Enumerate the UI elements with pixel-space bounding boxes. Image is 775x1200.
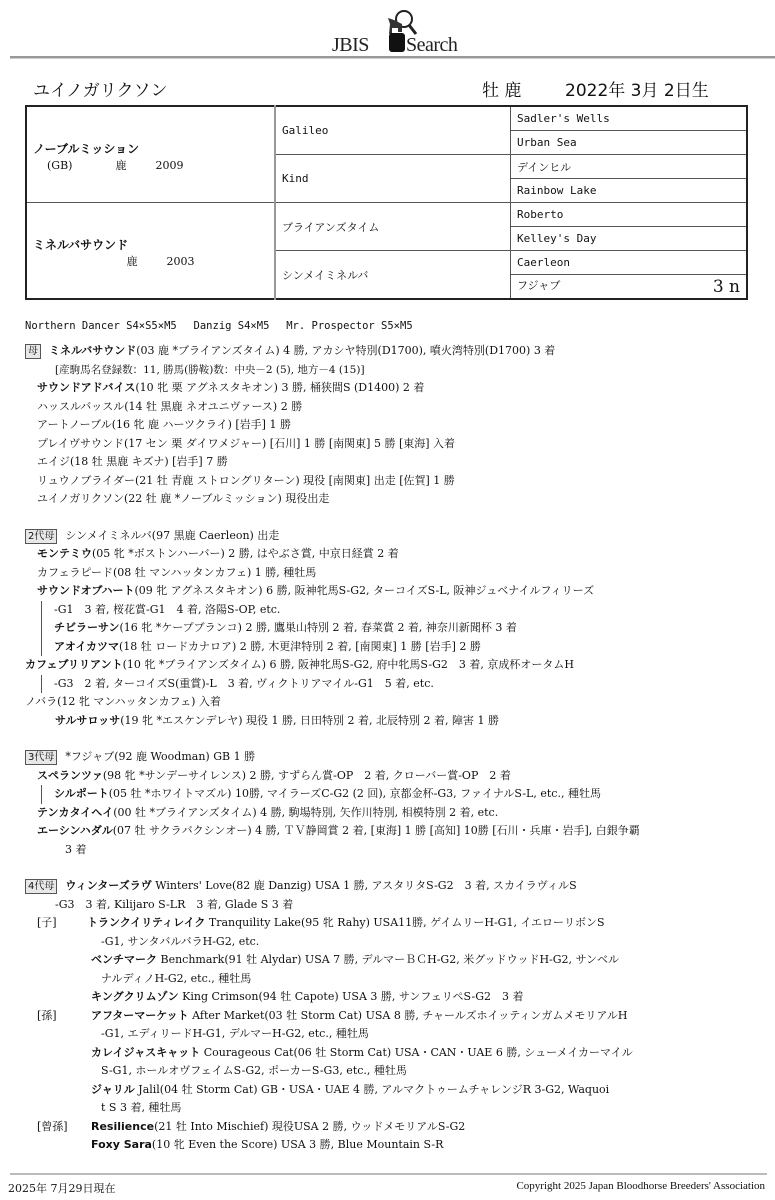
sire-origin: (GB) [47, 159, 73, 172]
dam2-line [25, 527, 770, 546]
horse-name-bold[interactable]: シルポート [54, 787, 109, 800]
record-line: ユイノガリクソン(22 牡 鹿 *ノーブルミッション) 現役出走 [37, 492, 330, 505]
pedigree-sire[interactable] [26, 106, 275, 203]
horse-name-bold[interactable]: カフェブリリアント [25, 658, 123, 671]
horse-name-bold[interactable]: チビラーサン [54, 621, 120, 634]
pedigree-dam[interactable] [26, 203, 275, 300]
record-text: King Crimson(94 牡 Capote) USA 3 勝, サンフェリペS-G2 3 着 [178, 990, 524, 1003]
pedigree-table [25, 105, 748, 300]
logo-text-search: Search [406, 34, 458, 56]
horse-name-bold[interactable]: ベンチマーク [91, 953, 157, 966]
record-text: (21 牡 Into Mischief) 現役USA 2 勝, ウッドメモリアルS-G2 [154, 1119, 466, 1133]
horse-name-bold[interactable]: テンカタイヘイ [37, 805, 114, 819]
record-text: *フジャブ(92 鹿 Woodman) GB 1 勝 [65, 750, 256, 763]
record-line [25, 951, 770, 970]
horse-name-bold[interactable]: ウィンターズラヴ [65, 879, 152, 892]
record-line [25, 822, 770, 841]
footer-divider [10, 1173, 767, 1175]
record-line: ナルディノH-G2, etc., 種牡馬 [101, 971, 252, 985]
pedigree-gen3[interactable]: Caerleon [511, 251, 748, 275]
sire-name: ノーブルミッション [33, 142, 140, 156]
copyright: Copyright 2025 Japan Bloodhorse Breeders' Association [516, 1180, 765, 1192]
record-line: アートノーブル(16 牝 鹿 ハーツクライ) [岩手] 1 勝 [37, 418, 291, 431]
horse-name-bold[interactable]: トランクイリティレイク [87, 916, 206, 929]
horse-name-bold[interactable]: Resilience [91, 1119, 155, 1133]
record-text: Tranquility Lake(95 牝 Rahy) USA11勝, ゲイムリーH-G1, イエローリボンS [205, 916, 605, 929]
record-text: (09 牝 アグネスタキオン) 6 勝, 阪神牝馬S-G2, ターコイズS-L, 阪神ジュベナイルフィリーズ [134, 584, 595, 597]
record-text: Jalil(04 牡 Storm Cat) GB・USA・UAE 4 勝, アルマクトゥームチャレンジR 3-G2, Waquoi [134, 1082, 610, 1096]
horse-name-bold[interactable]: Foxy Sara [91, 1138, 152, 1151]
record-line [25, 914, 770, 933]
sire-year: 2009 [155, 159, 184, 172]
record-text: (05 牝 *ボストンハーバー) 2 勝, はやぶさ賞, 中京日経賞 2 着 [92, 547, 399, 560]
record-line [42, 619, 770, 638]
record-line [25, 1136, 770, 1155]
record-line [42, 785, 770, 804]
record-text: (10 牝 *ブライアンズタイム) 6 勝, 阪神牝馬S-G2, 府中牝馬S-G2 3 着, 京成杯オータムH [122, 658, 574, 671]
record-line [25, 804, 770, 823]
horse-name-bold[interactable]: アオイカツマ [54, 639, 120, 653]
record-text: Benchmark(91 牡 Alydar) USA 7 勝, デルマーＢＣH-G2, 米グッドウッドH-G2, サンベル [157, 953, 619, 966]
sire-color: 鹿 [115, 159, 127, 172]
record-line [25, 582, 770, 601]
horse-name-bold[interactable]: サウンドオブハート [37, 584, 135, 597]
record-text: Courageous Cat(06 牡 Storm Cat) USA・CAN・UAE 6 勝, シューメイカーマイル [200, 1045, 633, 1059]
inbreeding-cross: Northern Dancer S4×S5×M5 Danzig S4×M5 Mr. Prospector S5×M5 [25, 320, 413, 332]
pedigree-gen3-last[interactable] [511, 275, 748, 300]
pedigree-gen3[interactable]: Rainbow Lake [511, 179, 748, 203]
record-line [25, 1007, 770, 1026]
pedigree-sire-sire[interactable]: Galileo [275, 106, 511, 155]
horse-name-bold[interactable]: スペランツァ [37, 768, 103, 782]
record-line [25, 767, 770, 786]
section-tag-dam2: 2代母 [25, 529, 57, 544]
dam-name: ミネルバサウンド [33, 238, 129, 252]
pedigree-gen3[interactable]: Roberto [511, 203, 748, 227]
pedigree-dam-dam[interactable]: シンメイミネルバ [275, 251, 511, 300]
record-line: リュウノブライダー(21 牡 青鹿 ストロングリターン) 現役 [南関東] 出走 [佐賀] 1 勝 [37, 473, 455, 487]
pedigree-dam-sire[interactable]: ブライアンズタイム [275, 203, 511, 251]
horse-name-bold[interactable]: アフターマーケット [91, 1008, 189, 1022]
sex-color: 牡 鹿 [482, 81, 522, 101]
record-line: t S 3 着, 種牡馬 [101, 1101, 182, 1114]
header-divider [10, 56, 775, 59]
as-of-date: 2025年 7月29日現在 [8, 1182, 116, 1195]
pedigree-gen3-name: フジャブ [517, 278, 561, 292]
record-text: シンメイミネルバ(97 黒鹿 Caerleon) 出走 [65, 528, 280, 542]
record-text: (03 鹿 *ブライアンズタイム) 4 勝, アカシヤ特別(D1700), 噴火湾特別(D1700) 3 着 [136, 344, 556, 357]
record-line: エイジ(18 牡 黒鹿 キズナ) [岩手] 7 勝 [37, 455, 228, 468]
pedigree-sire-dam[interactable]: Kind [275, 155, 511, 203]
jbis-search-logo[interactable] [330, 8, 460, 54]
record-line [25, 712, 770, 731]
record-text: (19 牝 *エスケンデレヤ) 現役 1 勝, 日田特別 2 着, 北辰特別 2 着, 障害 1 勝 [120, 713, 499, 727]
record-line [25, 988, 770, 1007]
record-line: S-G1, ホールオヴフェイムS-G2, ポーカーS-G3, etc., 種牡馬 [101, 1064, 407, 1077]
generation-label: [子] [37, 916, 57, 929]
generation-label: [孫] [37, 1008, 57, 1022]
record-line [25, 1081, 770, 1100]
pedigree-gen3[interactable]: Urban Sea [511, 131, 748, 155]
dam-color: 鹿 [126, 255, 138, 268]
record-text: (18 牡 ロードカナロア) 2 勝, 木更津特別 2 着, [南関東] 1 勝 [岩手] 2 勝 [119, 639, 481, 653]
section-tag-dam3: 3代母 [25, 750, 57, 765]
dam-line [25, 342, 770, 361]
horse-name-bold[interactable]: ジャリル [91, 1082, 135, 1096]
section-tag-dam4: 4代母 [25, 879, 57, 894]
record-line: [産駒馬名登録数：11, 勝馬(勝鞍)数：中央－2 (5), 地方－4 (15)] [55, 363, 365, 376]
record-text: (05 牡 *ホワイトマズル) 10勝, マイラーズC-G2 (2 回), 京都金杯-G3, ファイナルS-L, etc., 種牡馬 [108, 787, 601, 800]
record-line: ハッスルバッスル(14 牡 黒鹿 ネオユニヴァース) 2 勝 [37, 399, 303, 413]
record-line [25, 379, 770, 398]
family-record [25, 342, 770, 1155]
logo-text-jbis: JBIS [332, 34, 369, 56]
horse-name-bold[interactable]: ミネルバサウンド [49, 344, 137, 357]
record-line: ノバラ(12 牝 マンハッタンカフェ) 入着 [25, 695, 221, 708]
horse-name-bold[interactable]: エーシンハダル [37, 824, 113, 837]
record-text: After Market(03 牡 Storm Cat) USA 8 勝, チャールズホイッティンガムメモリアルH [188, 1008, 628, 1022]
record-line: -G3 2 着, ターコイズS(重賞)-L 3 着, ヴィクトリアマイル-G1 5 着, etc. [54, 676, 434, 690]
record-line [25, 656, 770, 675]
horse-name-bold[interactable]: サルサロッサ [55, 713, 121, 727]
horse-name-bold[interactable]: モンテミウ [37, 547, 92, 560]
section-tag-dam: 母 [25, 344, 41, 359]
record-text: (00 牡 *ブライアンズタイム) 4 勝, 駒場特別, 矢作川特別, 相模特別 2 着, etc. [113, 805, 499, 819]
record-text: (16 牝 *ケープブランコ) 2 勝, 鷹巣山特別 2 着, 春菜賞 2 着, 神奈川新聞杯 3 着 [119, 621, 517, 634]
record-line: -G1, サンタバルバラH-G2, etc. [101, 934, 260, 948]
record-line [25, 1044, 770, 1063]
pedigree-gen3[interactable]: デインヒル [511, 155, 748, 179]
record-line: カフェラピード(08 牡 マンハッタンカフェ) 1 勝, 種牡馬 [37, 565, 317, 579]
horse-name-bold[interactable]: カレイジャスキャット [91, 1045, 201, 1059]
pedigree-gen3[interactable]: Sadler's Wells [511, 106, 748, 131]
dam-year: 2003 [166, 255, 195, 268]
record-line: -G1 3 着, 桜花賞-G1 4 着, 洛陽S-OP, etc. [54, 602, 281, 616]
dam4-line [25, 877, 770, 896]
record-line [42, 638, 770, 657]
record-line: 3 着 [65, 842, 87, 856]
generation-label: [曾孫] [37, 1119, 68, 1133]
record-text: (07 牡 サクラバクシンオー) 4 勝, ＴＶ静岡賞 2 着, [東海] 1 勝 [高知] 10勝 [石川・兵庫・岩手], 白銀争覇 [112, 824, 640, 837]
record-line [25, 1118, 770, 1137]
pedigree-gen3[interactable]: Kelley's Day [511, 227, 748, 251]
record-line: -G1, エディリードH-G1, デルマーH-G2, etc., 種牡馬 [101, 1027, 369, 1040]
horse-name-bold[interactable]: キングクリムゾン [91, 990, 179, 1003]
record-line: -G3 3 着, Kilijaro S-LR 3 着, Glade S 3 着 [55, 897, 294, 911]
horse-name-bold[interactable]: サウンドアドバイス [37, 381, 136, 394]
record-text: (98 牝 *サンデーサイレンス) 2 勝, すずらん賞-OP 2 着, クローバー賞-OP 2 着 [102, 768, 511, 782]
record-text: (10 牝 栗 アグネスタキオン) 3 勝, 桶狭間S (D1400) 2 着 [135, 381, 425, 394]
record-text: Winters' Love(82 鹿 Danzig) USA 1 勝, アスタリタS-G2 3 着, スカイラヴィルS [151, 879, 577, 892]
record-text: (10 牝 Even the Score) USA 3 勝, Blue Mountain S-R [151, 1138, 444, 1151]
birth-date: 2022年 3月 2日生 [565, 81, 709, 101]
record-line [25, 545, 770, 564]
record-line: プレイヴサウンド(17 セン 栗 ダイワメジャー) [石川] 1 勝 [南関東] 5 勝 [東海] 入着 [37, 436, 456, 450]
generation-marker: 3 n [712, 276, 740, 297]
dam3-line [25, 748, 770, 767]
horse-name: ユイノガリクソン [33, 81, 168, 101]
